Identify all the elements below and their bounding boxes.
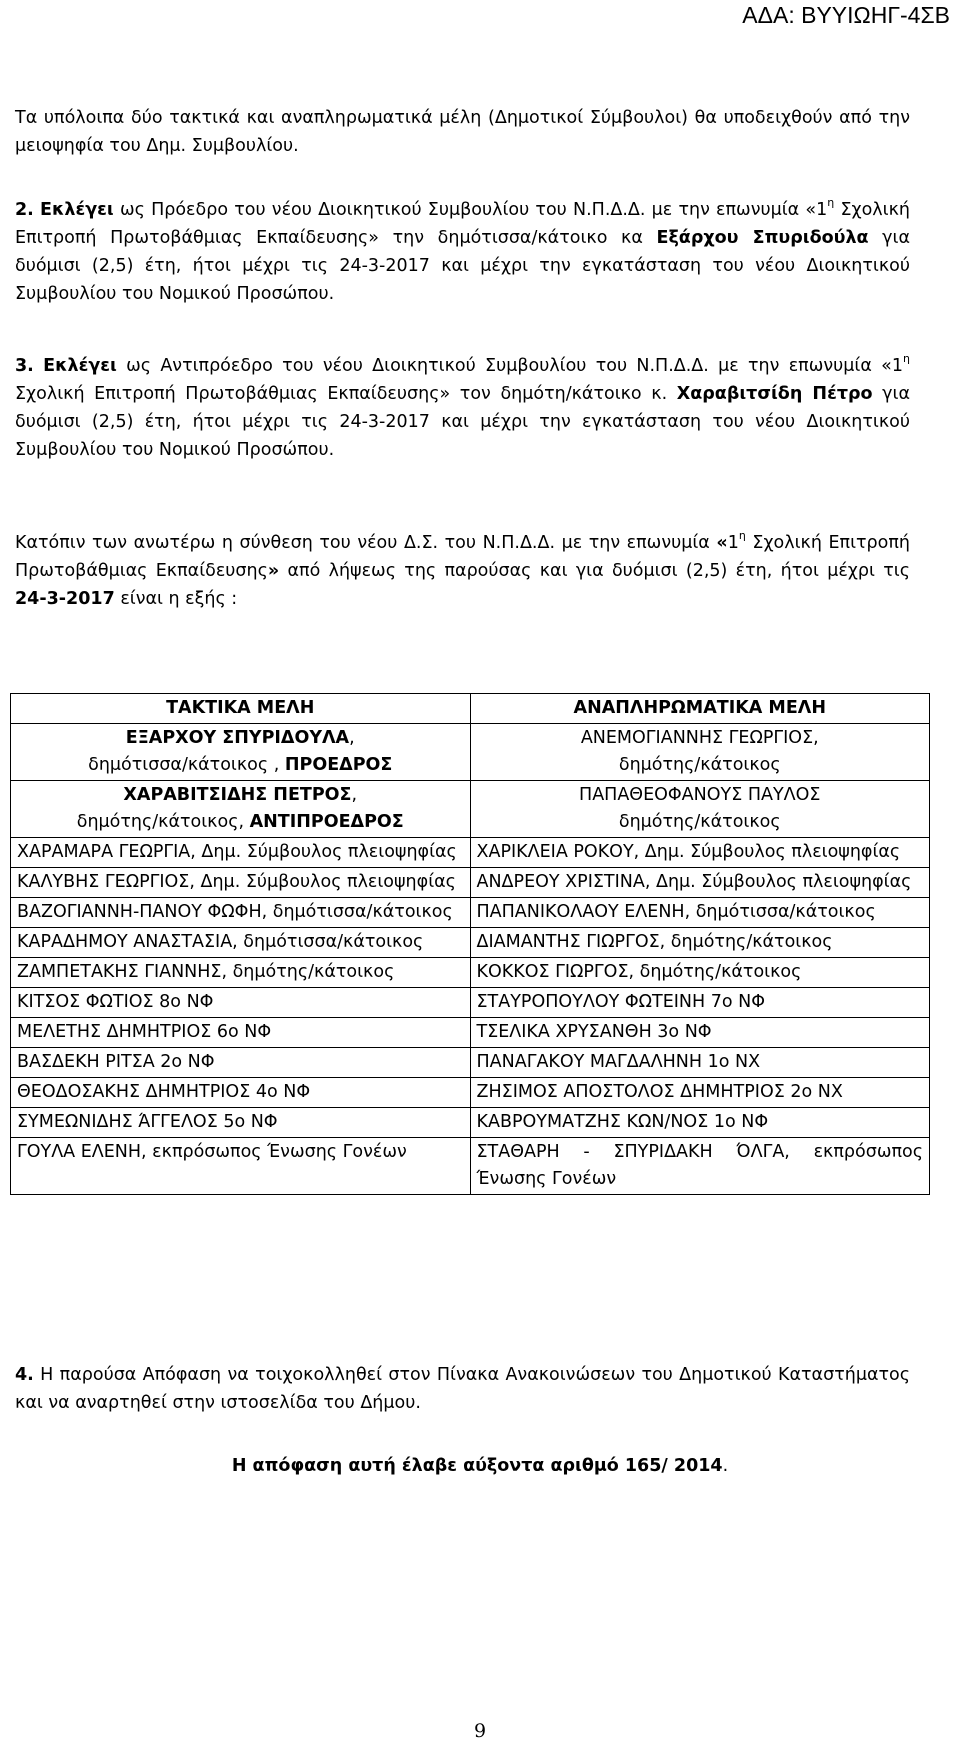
- table-row: [11, 868, 930, 898]
- table-row: [11, 1018, 930, 1048]
- table-cell: ΕΞΑΡΧΟΥ ΣΠΥΡΙΔΟΥΛΑ, δημότισσα/κάτοικος , ΠΡΟΕΔΡΟΣ: [11, 724, 471, 781]
- table-header-row: [11, 694, 930, 724]
- closing-statement: Η απόφαση αυτή έλαβε αύξοντα αριθμό 165/ 2014.: [231, 1456, 729, 1476]
- page-number: 9: [473, 1720, 487, 1742]
- table-row: [11, 898, 930, 928]
- elect-verb: Εκλέγει: [40, 200, 114, 220]
- table-cell: ΚΙΤΣΟΣ ΦΩΤΙΟΣ 8ο ΝΦ: [11, 988, 471, 1018]
- item-number: 3.: [15, 356, 34, 376]
- ada-code: ΑΔΑ: ΒΥΥΙΩΗΓ-4ΣΒ: [742, 2, 950, 28]
- paragraph-composition: Κατόπιν των ανωτέρω η σύνθεση του νέου Δ.Σ. του Ν.Π.Δ.Δ. με την επωνυμία «$1^\eta$ Σχολική Επιτροπή Πρωτοβάθμιας Εκπαίδευσης» από λήψεως της παρούσας και για δυόμισι (2,5) έτη, ήτοι μέχρι τις 24-3-2017 είναι η εξής :: [15, 529, 910, 609]
- term-date: 24-3-2017: [15, 589, 115, 609]
- table-cell: ΖΑΜΠΕΤΑΚΗΣ ΓΙΑΝΝΗΣ, δημότης/κάτοικος: [11, 958, 471, 988]
- table-cell: ΚΑΒΡΟΥΜΑΤΖΗΣ ΚΩΝ/ΝΟΣ 1ο ΝΦ: [470, 1108, 930, 1138]
- president-name: Εξάρχου Σπυριδούλα: [656, 228, 869, 248]
- table-row: [11, 1138, 930, 1195]
- table-cell: ΠΑΝΑΓΑΚΟΥ ΜΑΓΔΑΛΗΝΗ 1ο ΝΧ: [470, 1048, 930, 1078]
- item-number: 4.: [15, 1365, 34, 1385]
- vicepresident-name: Χαραβιτσίδη Πέτρο: [676, 384, 873, 404]
- members-table: [10, 693, 930, 1195]
- table-cell: ΧΑΡΙΚΛΕΙΑ ΡΟΚΟΥ, Δημ. Σύμβουλος πλειοψηφίας: [470, 838, 930, 868]
- table-cell: ΠΑΠΑΘΕΟΦΑΝΟΥΣ ΠΑΥΛΟΣ δημότης/κάτοικος: [470, 781, 930, 838]
- paragraph-vicepresident-election: 3. Εκλέγει ως Αντιπρόεδρο του νέου Διοικητικού Συμβουλίου του Ν.Π.Δ.Δ. με την επωνυμία «$1^\eta$ Σχολική Επιτροπή Πρωτοβάθμιας Εκπαίδευσης» τον δημότη/κάτοικο κ. Χαραβιτσίδη Πέτρο για δυόμισι (2,5) έτη, ήτοι μέχρι τις 24-3-2017 και μέχρι την εγκατάσταση του νέου Διοικητικού Συμβουλίου του Νομικού Προσώπου.: [15, 352, 910, 460]
- table-row: [11, 1048, 930, 1078]
- regular-members-header: ΤΑΚΤΙΚΑ ΜΕΛΗ: [11, 694, 471, 724]
- table-cell: ΒΑΣΔΕΚΗ ΡΙΤΣΑ 2ο ΝΦ: [11, 1048, 471, 1078]
- table-cell: ΚΑΛΥΒΗΣ ΓΕΩΡΓΙΟΣ, Δημ. Σύμβουλος πλειοψηφίας: [11, 868, 471, 898]
- table-row: [11, 1078, 930, 1108]
- table-cell: ΣΤΑΥΡΟΠΟΥΛΟΥ ΦΩΤΕΙΝΗ 7ο ΝΦ: [470, 988, 930, 1018]
- table-cell: ΑΝΕΜΟΓΙΑΝΝΗΣ ΓΕΩΡΓΙΟΣ, δημότης/κάτοικος: [470, 724, 930, 781]
- table-row: [11, 1108, 930, 1138]
- table-cell: ΚΑΡΑΔΗΜΟΥ ΑΝΑΣΤΑΣΙΑ, δημότισσα/κάτοικος: [11, 928, 471, 958]
- table-row: [11, 838, 930, 868]
- table-cell: ΠΑΠΑΝΙΚΟΛΑΟΥ ΕΛΕΝΗ, δημότισσα/κάτοικος: [470, 898, 930, 928]
- table-cell: ΒΑΖΟΓΙΑΝΝΗ-ΠΑΝΟΥ ΦΩΦΗ, δημότισσα/κάτοικος: [11, 898, 471, 928]
- table-row: [11, 988, 930, 1018]
- paragraph-president-election: 2. Εκλέγει ως Πρόεδρο του νέου Διοικητικού Συμβουλίου του Ν.Π.Δ.Δ. με την επωνυμία «$1^\eta$ Σχολική Επιτροπή Πρωτοβάθμιας Εκπαίδευσης» την δημότισσα/κάτοικο κα Εξάρχου Σπυριδούλα για δυόμισι (2,5) έτη, ήτοι μέχρι τις 24-3-2017 και μέχρι την εγκατάσταση του νέου Διοικητικού Συμβουλίου του Νομικού Προσώπου.: [15, 196, 910, 304]
- table-row: [11, 781, 930, 838]
- table-cell: ΚΟΚΚΟΣ ΓΙΩΡΓΟΣ, δημότης/κάτοικος: [470, 958, 930, 988]
- table-row: [11, 928, 930, 958]
- paragraph-remaining-members: Τα υπόλοιπα δύο τακτικά και αναπληρωματικά μέλη (Δημοτικοί Σύμβουλοι) θα υποδειχθούν από την μειοψηφία του Δημ. Συμβουλίου.: [15, 108, 910, 156]
- table-cell: ΧΑΡΑΒΙΤΣΙΔΗΣ ΠΕΤΡΟΣ, δημότης/κάτοικος, ΑΝΤΙΠΡΟΕΔΡΟΣ: [11, 781, 471, 838]
- table-cell: ΤΣΕΛΙΚΑ ΧΡΥΣΑΝΘΗ 3ο ΝΦ: [470, 1018, 930, 1048]
- elect-verb: Εκλέγει: [43, 356, 117, 376]
- table-cell: ΓΟΥΛΑ ΕΛΕΝΗ, εκπρόσωπος Ένωσης Γονέων: [11, 1138, 471, 1195]
- item-number: 2.: [15, 200, 34, 220]
- paragraph-posting: 4. Η παρούσα Απόφαση να τοιχοκολληθεί στον Πίνακα Ανακοινώσεων του Δημοτικού Καταστήματος και να αναρτηθεί στην ιστοσελίδα του Δήμου.: [15, 1365, 910, 1413]
- table-cell: ΧΑΡΑΜΑΡΑ ΓΕΩΡΓΙΑ, Δημ. Σύμβουλος πλειοψηφίας: [11, 838, 471, 868]
- table-cell: ΑΝΔΡΕΟΥ ΧΡΙΣΤΙΝΑ, Δημ. Σύμβουλος πλειοψηφίας: [470, 868, 930, 898]
- alternate-members-header: ΑΝΑΠΛΗΡΩΜΑΤΙΚΑ ΜΕΛΗ: [470, 694, 930, 724]
- table-cell: ΘΕΟΔΟΣΑΚΗΣ ΔΗΜΗΤΡΙΟΣ 4ο ΝΦ: [11, 1078, 471, 1108]
- table-row: [11, 958, 930, 988]
- table-cell: ΔΙΑΜΑΝΤΗΣ ΓΙΩΡΓΟΣ, δημότης/κάτοικος: [470, 928, 930, 958]
- table-cell: ΜΕΛΕΤΗΣ ΔΗΜΗΤΡΙΟΣ 6ο ΝΦ: [11, 1018, 471, 1048]
- table-cell: ΖΗΣΙΜΟΣ ΑΠΟΣΤΟΛΟΣ ΔΗΜΗΤΡΙΟΣ 2ο ΝΧ: [470, 1078, 930, 1108]
- table-cell: ΣΥΜΕΩΝΙΔΗΣ ΆΓΓΕΛΟΣ 5ο ΝΦ: [11, 1108, 471, 1138]
- table-cell: ΣΤΑΘΑΡΗ - ΣΠΥΡΙΔΑΚΗ ΌΛΓΑ, εκπρόσωπος Ένωσης Γονέων: [470, 1138, 930, 1195]
- table-row: [11, 724, 930, 781]
